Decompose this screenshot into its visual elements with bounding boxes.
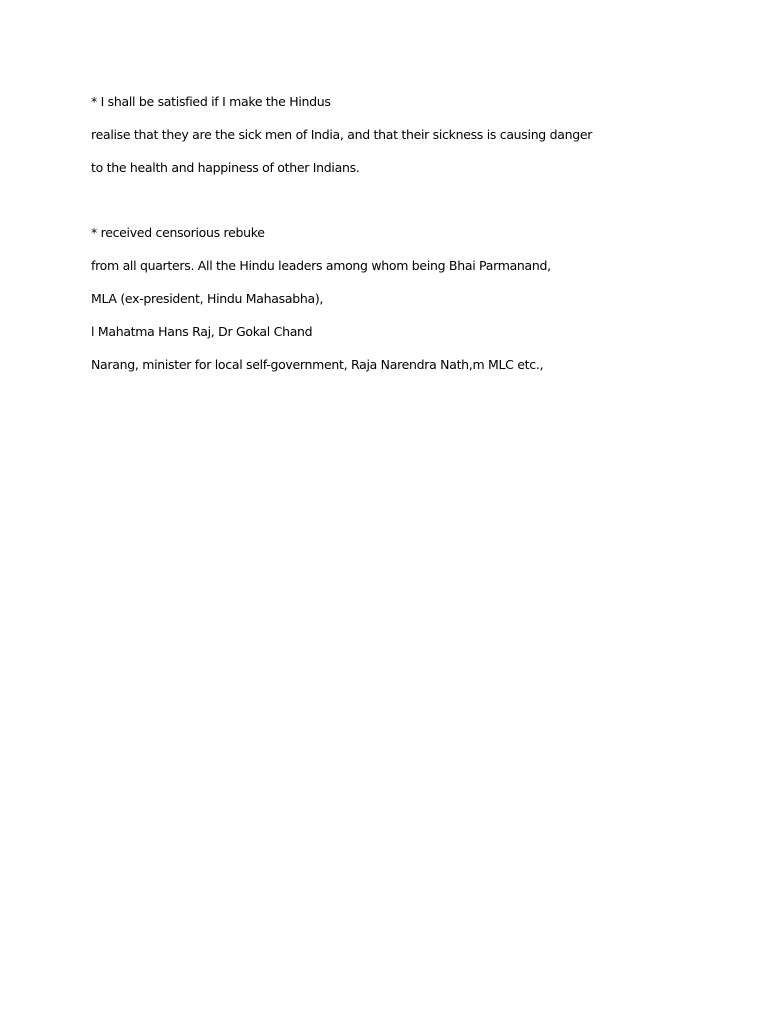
text-line: * I shall be satisfied if I make the Hindus (91, 94, 331, 109)
text-line: from all quarters. All the Hindu leaders among whom being Bhai Parmanand, (91, 258, 551, 273)
text-line: to the health and happiness of other Indians. (91, 160, 360, 175)
paragraph-quote (91, 93, 731, 192)
paragraph-rebuke (91, 224, 731, 389)
text-line: Narang, minister for local self-government, Raja Narendra Nath,m MLC etc., (91, 357, 544, 372)
text-line: l Mahatma Hans Raj, Dr Gokal Chand (91, 324, 313, 339)
text-line: * received censorious rebuke (91, 225, 265, 240)
text-line: MLA (ex-president, Hindu Mahasabha), (91, 291, 324, 306)
text-line: realise that they are the sick men of India, and that their sickness is causing danger (91, 127, 593, 142)
